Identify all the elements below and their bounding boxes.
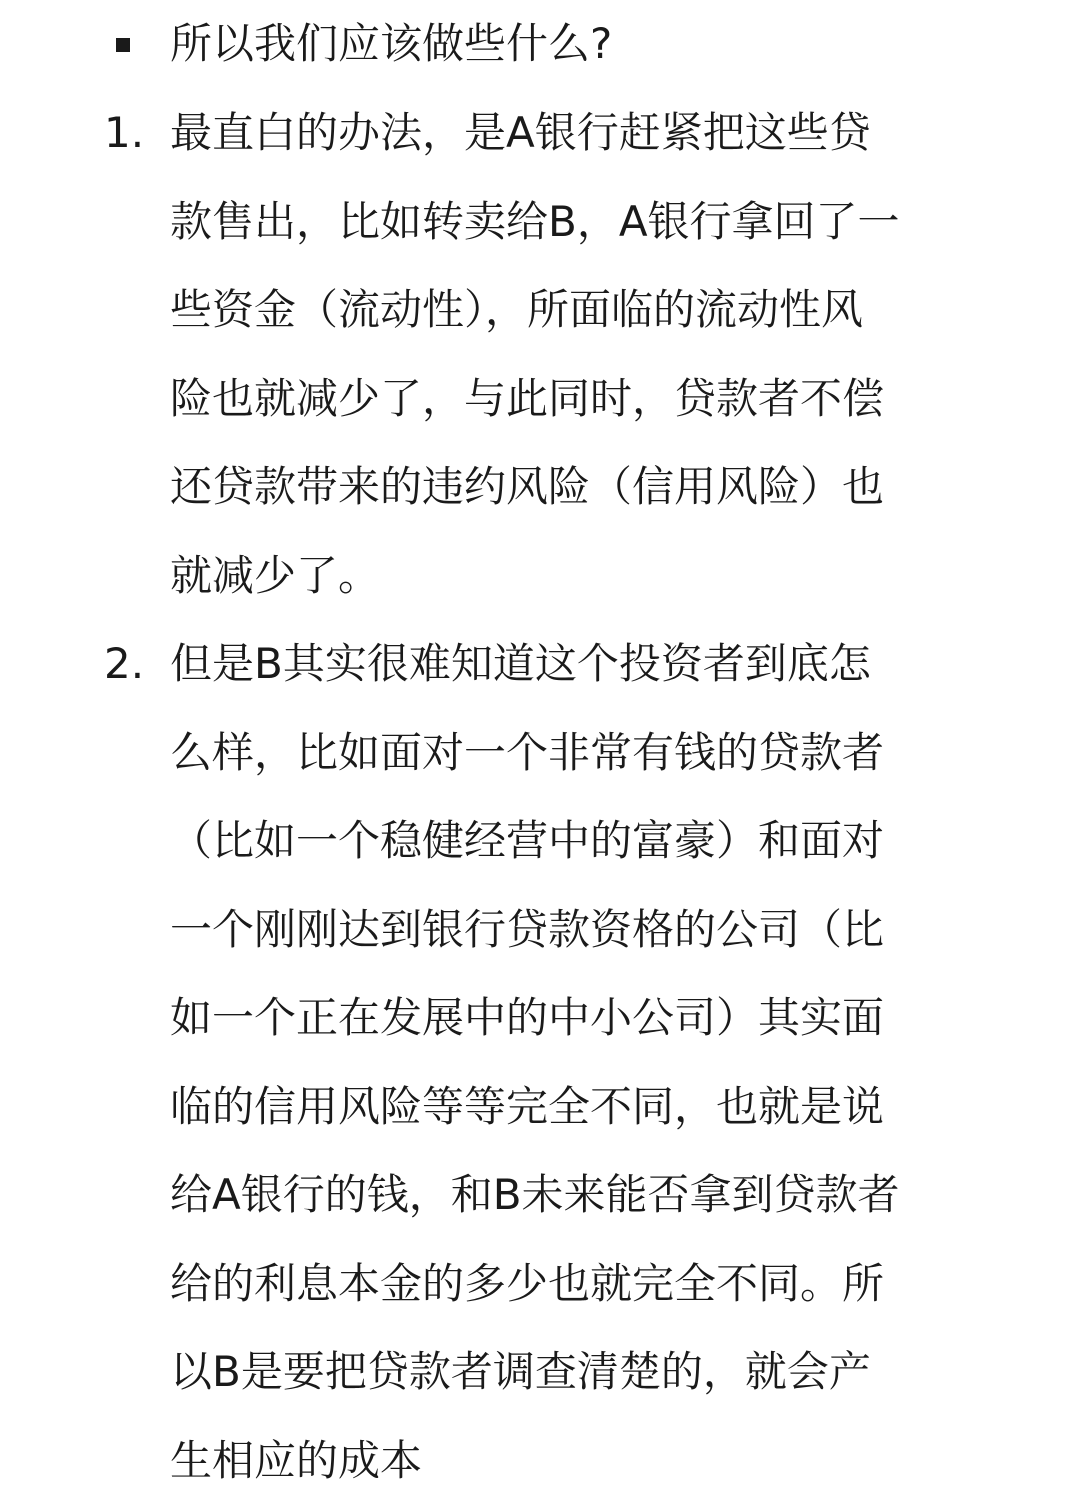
text-line: 么样，比如面对一个非常有钱的贷款者 xyxy=(170,709,1010,798)
bullet-square-icon xyxy=(116,38,130,52)
text-line: 就减少了。 xyxy=(170,532,1010,621)
text-line: 临的信用风险等等完全不同，也就是说 xyxy=(170,1063,1010,1152)
item-number: 2. xyxy=(104,620,144,708)
text-line: 险也就减少了，与此同时，贷款者不偿 xyxy=(170,355,1010,444)
item-number: 1. xyxy=(104,89,144,177)
text-line: 给A银行的钱，和B未来能否拿到贷款者 xyxy=(170,1151,1010,1240)
text-line: 款售出，比如转卖给B，A银行拿回了一 xyxy=(170,178,1010,267)
numbered-item-text xyxy=(170,89,1010,620)
text-line: 一个刚刚达到银行贷款资格的公司（比 xyxy=(170,886,1010,975)
text-line: 以B是要把贷款者调查清楚的，就会产 xyxy=(170,1328,1010,1417)
text-line: 但是B其实很难知道这个投资者到底怎 xyxy=(170,620,1010,709)
text-line: 生相应的成本 xyxy=(170,1417,1010,1505)
text-line: 还贷款带来的违约风险（信用风险）也 xyxy=(170,443,1010,532)
text-line: 如一个正在发展中的中小公司）其实面 xyxy=(170,974,1010,1063)
text-line: 给的利息本金的多少也就完全不同。所 xyxy=(170,1240,1010,1329)
text-line: 些资金（流动性），所面临的流动性风 xyxy=(170,266,1010,355)
text-line: 所以我们应该做些什么? xyxy=(170,0,1010,89)
numbered-item-text xyxy=(170,620,1010,1505)
text-line: （比如一个稳健经营中的富豪）和面对 xyxy=(170,797,1010,886)
bullet-item-text xyxy=(170,0,1010,89)
text-line: 最直白的办法，是A银行赶紧把这些贷 xyxy=(170,89,1010,178)
